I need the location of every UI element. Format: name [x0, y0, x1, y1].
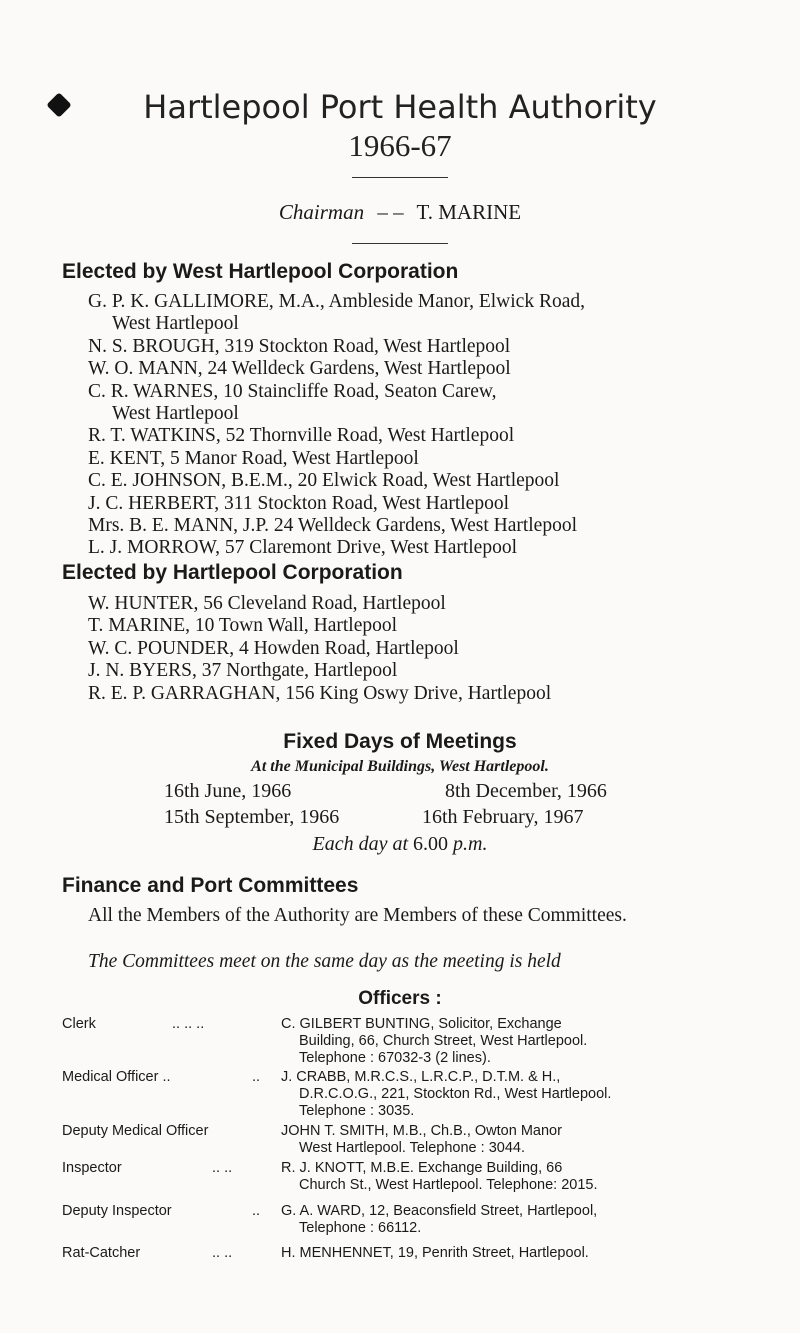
member-line: W. C. POUNDER, 4 Howden Road, Hartlepool	[88, 637, 459, 659]
officer-role: Inspector	[62, 1160, 122, 1176]
officer-detail-line: Telephone : 66112.	[299, 1220, 422, 1236]
hartlepool-members-list	[88, 593, 788, 705]
committees-note: The Committees meet on the same day as the meeting is held	[88, 951, 561, 972]
leader-dots: .. ..	[212, 1245, 233, 1261]
meetings-location: At the Municipal Buildings, West Hartlepool.	[251, 758, 549, 775]
member-entry	[88, 358, 788, 380]
member-entry	[88, 448, 788, 470]
member-line: G. P. K. GALLIMORE, M.A., Ambleside Manor, Elwick Road,	[88, 291, 585, 312]
member-entry	[88, 493, 788, 515]
member-line: J. N. BYERS, 37 Northgate, Hartlepool	[88, 660, 398, 682]
officer-detail-line: R. J. KNOTT, M.B.E. Exchange Building, 66	[281, 1160, 563, 1176]
chairman-name: T. MARINE	[416, 200, 522, 224]
officer-detail-line: G. A. WARD, 12, Beaconsfield Street, Hartlepool,	[281, 1203, 598, 1219]
officer-details	[281, 1069, 791, 1120]
member-line: C. R. WARNES, 10 Staincliffe Road, Seaton Carew,	[88, 380, 497, 402]
leader-dots: ..	[252, 1203, 261, 1219]
member-entry	[88, 660, 788, 682]
leader-dots: .. ..	[212, 1160, 233, 1176]
meetings-heading: Fixed Days of Meetings	[283, 730, 517, 753]
leader-dots: ..	[252, 1069, 261, 1085]
west-section-heading: Elected by West Hartlepool Corporation	[62, 260, 459, 283]
officer-details	[281, 1245, 791, 1262]
meeting-time	[0, 833, 800, 856]
each-prefix: Each day	[312, 833, 388, 855]
member-entry	[88, 470, 788, 492]
member-line: Mrs. B. E. MANN, J.P. 24 Welldeck Gardens, West Hartlepool	[88, 515, 578, 537]
officers-heading: Officers :	[358, 988, 442, 1009]
each-time: 6.00	[413, 833, 449, 855]
chairman-separator: – –	[377, 200, 404, 224]
each-at: at	[392, 833, 409, 855]
committees-heading: Finance and Port Committees	[62, 874, 359, 897]
divider	[352, 243, 448, 244]
officer-details	[281, 1160, 791, 1194]
member-line-continued: West Hartlepool	[112, 313, 239, 335]
member-line-continued: West Hartlepool	[112, 403, 239, 425]
officer-detail-line: C. GILBERT BUNTING, Solicitor, Exchange	[281, 1016, 562, 1032]
member-entry	[88, 638, 788, 660]
officer-details	[281, 1203, 791, 1237]
each-pm: p.m.	[453, 833, 488, 855]
year-range: 1966-67	[348, 128, 452, 163]
member-line: N. S. BROUGH, 319 Stockton Road, West Hartlepool	[88, 335, 511, 357]
officer-details	[281, 1123, 791, 1157]
member-line: T. MARINE, 10 Town Wall, Hartlepool	[88, 615, 398, 637]
meeting-date: 16th February, 1967	[422, 806, 584, 828]
officer-detail-line: H. MENHENNET, 19, Penrith Street, Hartlepool.	[281, 1245, 589, 1261]
officer-detail-line: Telephone : 67032-3 (2 lines).	[299, 1050, 491, 1066]
member-line: C. E. JOHNSON, B.E.M., 20 Elwick Road, West Hartlepool	[88, 470, 560, 492]
officer-detail-line: JOHN T. SMITH, M.B., Ch.B., Owton Manor	[281, 1123, 562, 1139]
page-title: Hartlepool Port Health Authority	[143, 88, 657, 126]
member-line: J. C. HERBERT, 311 Stockton Road, West Hartlepool	[88, 492, 510, 514]
officer-detail-line: West Hartlepool. Telephone : 3044.	[299, 1140, 525, 1156]
meeting-date: 8th December, 1966	[445, 780, 607, 802]
divider	[352, 177, 448, 178]
officer-role: Deputy Medical Officer	[62, 1123, 209, 1139]
committees-text: All the Members of the Authority are Members of these Committees.	[88, 905, 627, 926]
member-entry	[88, 615, 788, 637]
member-line: R. E. P. GARRAGHAN, 156 King Oswy Drive, Hartlepool	[88, 682, 552, 704]
hartlepool-section-heading: Elected by Hartlepool Corporation	[62, 561, 403, 584]
chairman-label: Chairman	[278, 200, 365, 224]
member-line: R. T. WATKINS, 52 Thornville Road, West Hartlepool	[88, 425, 515, 447]
officer-detail-line: Telephone : 3035.	[299, 1103, 415, 1119]
officer-detail-line: J. CRABB, M.R.C.S., L.R.C.P., D.T.M. & H.,	[281, 1069, 561, 1085]
member-line: W. HUNTER, 56 Cleveland Road, Hartlepool	[88, 593, 446, 614]
member-entry	[88, 515, 788, 537]
officer-role: Deputy Inspector	[62, 1203, 172, 1219]
member-line: E. KENT, 5 Manor Road, West Hartlepool	[88, 447, 419, 469]
officer-detail-line: Church St., West Hartlepool. Telephone: 2015.	[299, 1177, 598, 1193]
officer-detail-line: D.R.C.O.G., 221, Stockton Rd., West Hartlepool.	[299, 1086, 612, 1102]
member-entry	[88, 291, 788, 313]
member-entry	[88, 537, 788, 559]
officer-role: Clerk	[62, 1016, 96, 1032]
member-entry	[88, 425, 788, 447]
member-line: L. J. MORROW, 57 Claremont Drive, West Hartlepool	[88, 537, 518, 559]
member-entry	[88, 593, 788, 615]
officer-role: Medical Officer ..	[62, 1069, 171, 1085]
officer-detail-line: Building, 66, Church Street, West Hartlepool.	[299, 1033, 588, 1049]
meeting-date: 15th September, 1966	[164, 806, 340, 828]
west-members-list	[88, 291, 788, 560]
chairman-line	[0, 200, 800, 225]
meeting-date: 16th June, 1966	[164, 780, 292, 802]
member-line: W. O. MANN, 24 Welldeck Gardens, West Hartlepool	[88, 358, 511, 380]
member-entry	[88, 336, 788, 358]
member-entry	[88, 381, 788, 403]
officer-role: Rat-Catcher	[62, 1245, 141, 1261]
leader-dots: .. .. ..	[172, 1016, 205, 1032]
officer-details	[281, 1016, 791, 1067]
member-entry	[88, 683, 788, 705]
